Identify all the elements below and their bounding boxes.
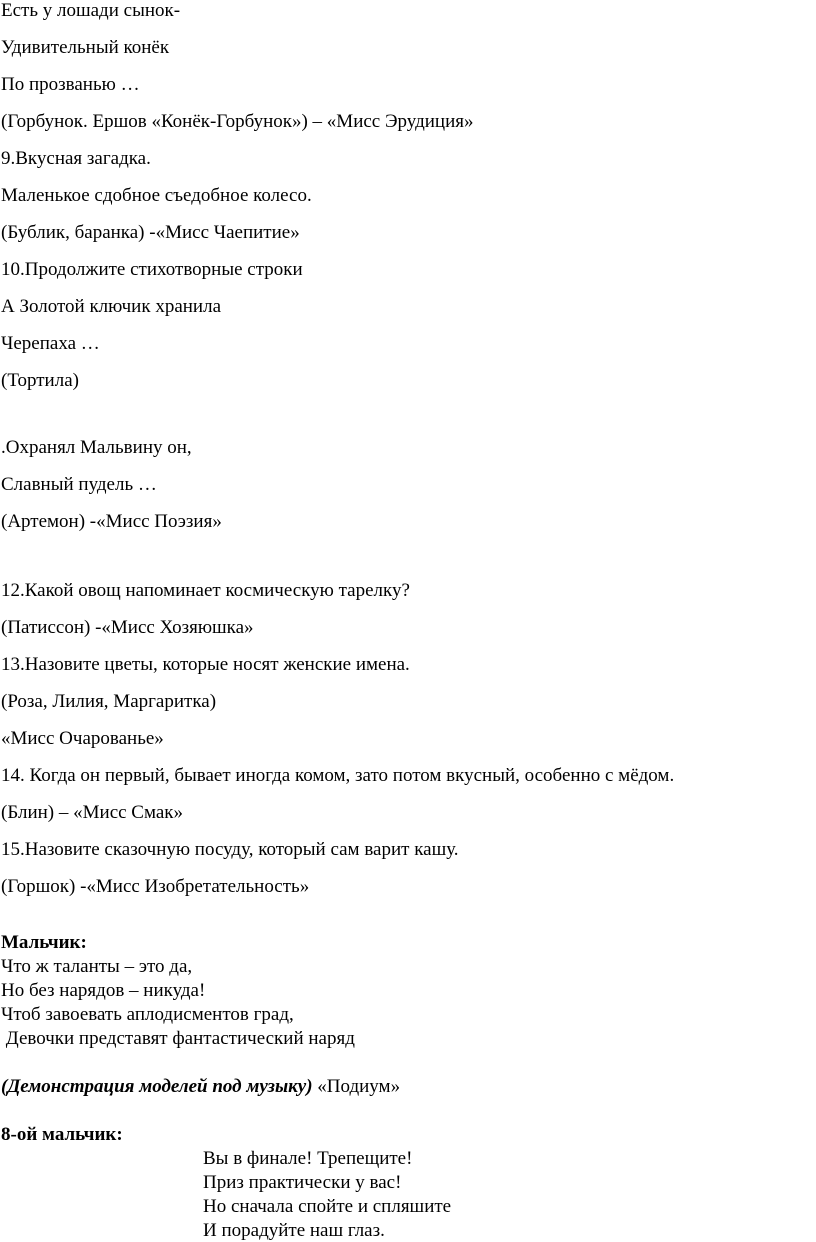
poem-line: Приз практически у вас! bbox=[203, 1172, 402, 1193]
poem-line: Что ж таланты – это да, bbox=[1, 956, 193, 977]
boy8-heading: 8-ой мальчик: bbox=[1, 1124, 123, 1145]
text-line: Есть у лошади сынок- bbox=[1, 0, 181, 21]
text-line: Славный пудель … bbox=[1, 474, 157, 495]
text-line: «Мисс Очарованье» bbox=[1, 728, 164, 749]
text-line: (Артемон) -«Мисс Поэзия» bbox=[1, 511, 222, 532]
text-line: (Горшок) -«Мисс Изобретательность» bbox=[1, 876, 310, 897]
text-line: По прозванью … bbox=[1, 74, 140, 95]
text-line: 14. Когда он первый, бывает иногда комом, зато потом вкусный, особенно с мёдом. bbox=[1, 765, 675, 786]
poem-line: Девочки представят фантастический наряд bbox=[1, 1028, 355, 1049]
text-line: (Тортила) bbox=[1, 370, 79, 391]
boy-heading: Мальчик: bbox=[1, 932, 87, 953]
text-line: 12.Какой овощ напоминает космическую тарелку? bbox=[1, 580, 410, 601]
text-line: (Роза, Лилия, Маргаритка) bbox=[1, 691, 217, 712]
poem-line: И порадуйте наш глаз. bbox=[203, 1220, 385, 1241]
text-line: (Бублик, баранка) -«Мисс Чаепитие» bbox=[1, 222, 300, 243]
demo-rest: «Подиум» bbox=[312, 1076, 401, 1097]
poem-line: Чтоб завоевать аплодисментов град, bbox=[1, 1004, 294, 1025]
poem-line: Но без нарядов – никуда! bbox=[1, 980, 206, 1001]
text-line: (Горбунок. Ершов «Конёк-Горбунок») – «Мисс Эрудиция» bbox=[1, 111, 474, 132]
text-line: Маленькое сдобное съедобное колесо. bbox=[1, 185, 312, 206]
text-line: А Золотой ключик хранила bbox=[1, 296, 222, 317]
demo-italic: (Демонстрация моделей под музыку) bbox=[1, 1076, 313, 1097]
demo-line bbox=[1, 1076, 400, 1098]
text-line: 10.Продолжите стихотворные строки bbox=[1, 259, 303, 280]
text-line: 13.Назовите цветы, которые носят женские имена. bbox=[1, 654, 410, 675]
poem-line: Вы в финале! Трепещите! bbox=[203, 1148, 413, 1169]
text-line: Черепаха … bbox=[1, 333, 100, 354]
poem-line: Но сначала спойте и спляшите bbox=[203, 1196, 452, 1217]
text-line: (Патиссон) -«Мисс Хозяюшка» bbox=[1, 617, 254, 638]
text-line: 9.Вкусная загадка. bbox=[1, 148, 151, 169]
text-line: Удивительный конёк bbox=[1, 37, 170, 58]
text-line: 15.Назовите сказочную посуду, который сам варит кашу. bbox=[1, 839, 459, 860]
text-line: (Блин) – «Мисс Смак» bbox=[1, 802, 184, 823]
text-line: .Охранял Мальвину он, bbox=[1, 437, 192, 458]
